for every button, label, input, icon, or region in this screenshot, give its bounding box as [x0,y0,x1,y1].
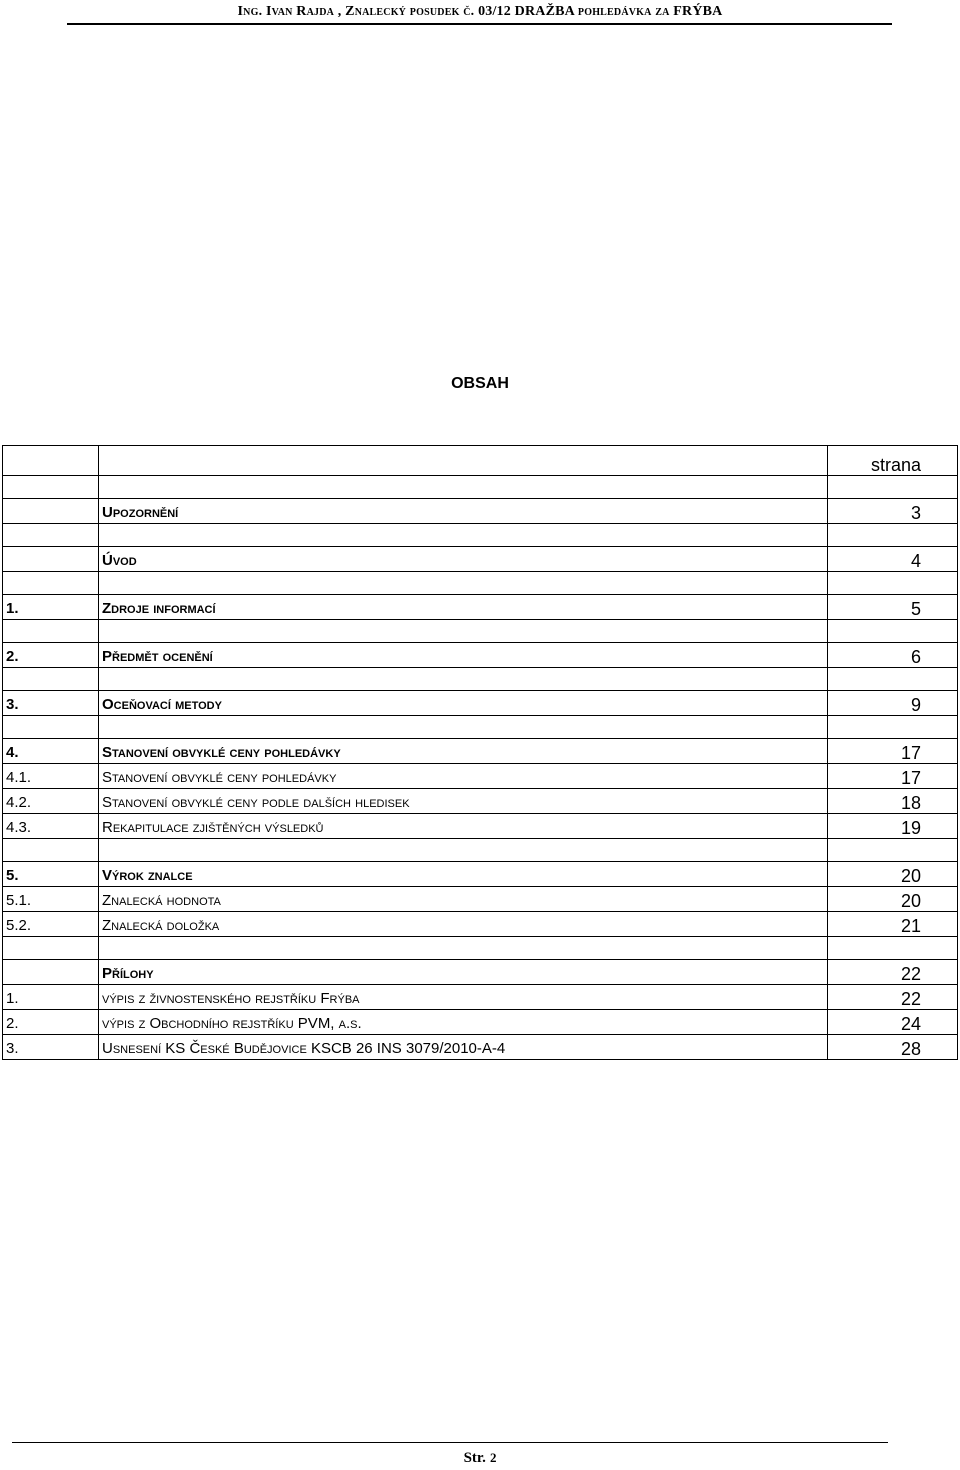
toc-title[interactable]: Předmět ocenění [99,643,828,668]
toc-row[interactable] [3,499,958,524]
toc-row[interactable] [3,789,958,814]
header-rule [67,23,892,25]
page-title: OBSAH [451,375,509,392]
page-footer [0,1450,960,1467]
toc-title[interactable]: Výrok znalce [99,862,828,887]
toc-title[interactable]: Znalecká doložka [99,912,828,937]
toc-row[interactable] [3,595,958,620]
toc-row[interactable] [3,814,958,839]
toc-title[interactable]: Zdroje informací [99,595,828,620]
toc-number: 4.2. [3,789,99,814]
page-column-header: strana [828,446,958,476]
toc-number: 5.2. [3,912,99,937]
toc-title[interactable]: Stanovení obvyklé ceny pohledávky [99,739,828,764]
toc-row[interactable] [3,691,958,716]
footer-rule [12,1442,888,1443]
toc-title[interactable]: Stanovení obvyklé ceny podle dalších hledisek [99,789,828,814]
toc-page: 4 [828,547,958,572]
toc-row[interactable] [3,739,958,764]
toc-row[interactable] [3,985,958,1010]
running-header: Ing. Ivan Rajda , Znalecký posudek č. 03/12 DRAŽBA pohledávka za FRÝBA [237,4,723,19]
toc-row[interactable] [3,643,958,668]
toc-page: 3 [828,499,958,524]
toc-row[interactable] [3,1035,958,1060]
toc-page: 22 [828,960,958,985]
toc-number: 4.1. [3,764,99,789]
toc-page: 5 [828,595,958,620]
toc-number: 4.3. [3,814,99,839]
toc-number [3,499,99,524]
toc-number: 5.1. [3,887,99,912]
toc-page: 17 [828,739,958,764]
toc-row[interactable] [3,862,958,887]
toc-page: 22 [828,985,958,1010]
toc-page: 6 [828,643,958,668]
toc-page: 17 [828,764,958,789]
toc-row[interactable] [3,887,958,912]
toc-number: 2. [3,643,99,668]
footer-label: Str. [463,1450,486,1466]
toc-title[interactable]: Stanovení obvyklé ceny pohledávky [99,764,828,789]
toc-row[interactable] [3,1010,958,1035]
toc-number: 3. [3,1035,99,1060]
toc-title[interactable]: Oceňovací metody [99,691,828,716]
toc-page: 20 [828,887,958,912]
page-number: 2 [489,1450,497,1465]
toc-title[interactable]: Přílohy [99,960,828,985]
toc-page: 9 [828,691,958,716]
toc-number: 4. [3,739,99,764]
toc-number: 5. [3,862,99,887]
toc-number: 3. [3,691,99,716]
toc-page: 21 [828,912,958,937]
toc-page: 28 [828,1035,958,1060]
toc-title[interactable]: výpis z Obchodního rejstříku PVM, a.s. [99,1010,828,1035]
toc-number [3,960,99,985]
toc-title[interactable]: Usnesení KS České Budějovice KSCB 26 INS 3079/2010-A-4 [99,1035,828,1060]
toc-page: 24 [828,1010,958,1035]
toc-title[interactable]: výpis z živnostenského rejstříku Frýba [99,985,828,1010]
toc-page: 20 [828,862,958,887]
toc-number: 1. [3,985,99,1010]
toc-title[interactable]: Znalecká hodnota [99,887,828,912]
toc-number: 2. [3,1010,99,1035]
toc-header-row [3,446,958,476]
toc-number: 1. [3,595,99,620]
toc-page: 18 [828,789,958,814]
toc-row[interactable] [3,912,958,937]
toc-number [3,547,99,572]
table-of-contents [2,445,958,1060]
toc-title[interactable]: Úvod [99,547,828,572]
toc-row[interactable] [3,547,958,572]
toc-row[interactable] [3,764,958,789]
toc-page: 19 [828,814,958,839]
toc-title[interactable]: Rekapitulace zjištěných výsledků [99,814,828,839]
toc-title[interactable]: Upozornění [99,499,828,524]
toc-row[interactable] [3,960,958,985]
